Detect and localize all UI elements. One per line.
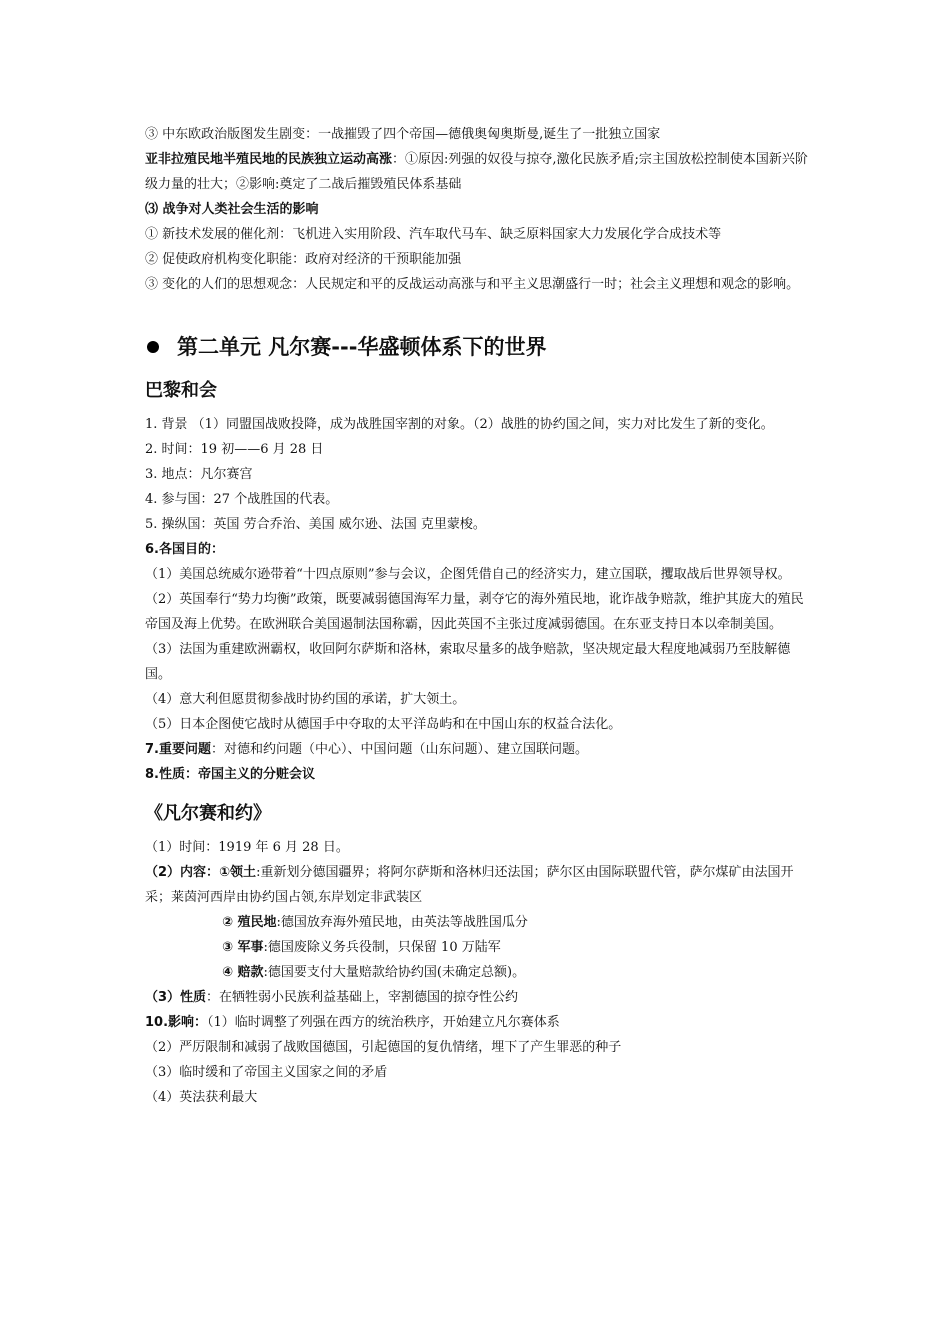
- bold-lead: （3）性质: [145, 990, 207, 1005]
- paragraph-text: :德国要支付大量赔款给协约国(未确定总额)。: [263, 965, 526, 980]
- list-item: （2）严厉限制和减弱了战败国德国，引起德国的复仇情绪，埋下了产生罪恶的种子: [145, 1040, 622, 1055]
- paragraph: ③ 中东欧政治版图发生剧变：一战摧毁了四个帝国—德俄奥匈奥斯曼,诞生了一批独立国家: [145, 127, 661, 142]
- list-item: （4）意大利但愿贯彻参战时协约国的承诺，扩大领土。: [145, 692, 466, 707]
- bullet-icon: [147, 341, 159, 353]
- bold-lead: ② 殖民地: [222, 915, 277, 930]
- list-item: （3）法国为重建欧洲霸权，收回阿尔萨斯和洛林，索取尽量多的战争赔款，坚决规定最大程度地减弱乃至肢解德国。: [145, 642, 791, 682]
- section-heading: 《凡尔赛和约》: [145, 803, 271, 824]
- paragraph-text: ：在牺牲弱小民族利益基础上，宰割德国的掠夺性公约: [206, 990, 519, 1005]
- bold-lead: 7.重要问题: [145, 742, 211, 757]
- subheading: 8.性质：帝国主义的分赃会议: [145, 767, 315, 782]
- bold-lead: ④ 赔款: [222, 965, 264, 980]
- list-item: 1. 背景 （1）同盟国战败投降，成为战胜国宰割的对象。（2）战胜的协约国之间，实力对比发生了新的变化。: [145, 417, 774, 432]
- bold-lead: 10.影响：: [145, 1015, 208, 1030]
- list-item: （4）英法获利最大: [145, 1090, 258, 1105]
- list-item: 2. 时间：19 初——6 月 28 日: [145, 442, 324, 457]
- paragraph-text: :重新划分德国疆界；将阿尔萨斯和洛林归还法国；萨尔区由国际联盟代管，萨尔煤矿由法国开采；莱茵河西岸由协约国占领,东岸划定非武装区: [145, 865, 794, 905]
- list-item: （1）美国总统威尔逊带着“十四点原则”参与会议，企图凭借自己的经济实力，建立国联，攫取战后世界领导权。: [145, 567, 791, 582]
- list-item: 4. 参与国：27 个战胜国的代表。: [145, 492, 339, 507]
- unit-heading: [145, 330, 810, 364]
- paragraph: [145, 147, 810, 197]
- list-item: [145, 737, 810, 762]
- list-item: （3）临时缓和了帝国主义国家之间的矛盾: [145, 1065, 388, 1080]
- list-item: 3. 地点：凡尔赛宫: [145, 467, 253, 482]
- paragraph-text: ：①原因:列强的奴役与掠夺,激化民族矛盾;宗主国放松控制使本国新兴阶级力量的壮大；②影响:奠定了二战后摧毁殖民体系基础: [145, 152, 808, 192]
- paragraph-text: ：对德和约问题（中心）、中国问题（山东问题）、建立国联问题。: [210, 742, 588, 757]
- list-item: [145, 910, 810, 935]
- list-item: 5. 操纵国：英国 劳合乔治、美国 威尔逊、法国 克里蒙梭。: [145, 517, 486, 532]
- list-item: [145, 1010, 810, 1035]
- subheading: ⑶ 战争对人类社会生活的影响: [145, 202, 319, 217]
- list-item: ① 新技术发展的催化剂：飞机进入实用阶段、汽车取代马车、缺乏原料国家大力发展化学合成技术等: [145, 227, 722, 242]
- bold-lead: （2）内容：①领土: [145, 865, 257, 880]
- list-item: （1）时间：1919 年 6 月 28 日。: [145, 840, 349, 855]
- list-item: ② 促使政府机构变化职能：政府对经济的干预职能加强: [145, 252, 462, 267]
- list-item: （2）英国奉行“势力均衡”政策，既要减弱德国海军力量，剥夺它的海外殖民地，讹诈战争赔款，维护其庞大的殖民帝国及海上优势。在欧洲联合美国遏制法国称霸，因此英国不主张过度减弱德国。在东亚支持日本以牵制美国。: [145, 592, 804, 632]
- document-page: [145, 122, 810, 1110]
- subheading: 6.各国目的：: [145, 542, 224, 557]
- bold-lead: ③ 军事: [222, 940, 264, 955]
- paragraph-text: :德国废除义务兵役制，只保留 10 万陆军: [263, 940, 501, 955]
- list-item: [145, 860, 810, 910]
- paragraph-text: （1）临时调整了列强在西方的统治秩序，开始建立凡尔赛体系: [207, 1015, 560, 1030]
- list-item: ③ 变化的人们的思想观念：人民规定和平的反战运动高涨与和平主义思潮盛行一时；社会主义理想和观念的影响。: [145, 277, 800, 292]
- list-item: [145, 960, 810, 985]
- list-item: [145, 985, 810, 1010]
- paragraph-text: :德国放弃海外殖民地，由英法等战胜国瓜分: [276, 915, 528, 930]
- list-item: [145, 935, 810, 960]
- section-heading: 巴黎和会: [145, 380, 217, 401]
- bold-lead: 亚非拉殖民地半殖民地的民族独立运动高涨: [145, 152, 393, 167]
- list-item: （5）日本企图使它战时从德国手中夺取的太平洋岛屿和在中国山东的权益合法化。: [145, 717, 622, 732]
- unit-title: 第二单元 凡尔赛---华盛顿体系下的世界: [177, 335, 547, 359]
